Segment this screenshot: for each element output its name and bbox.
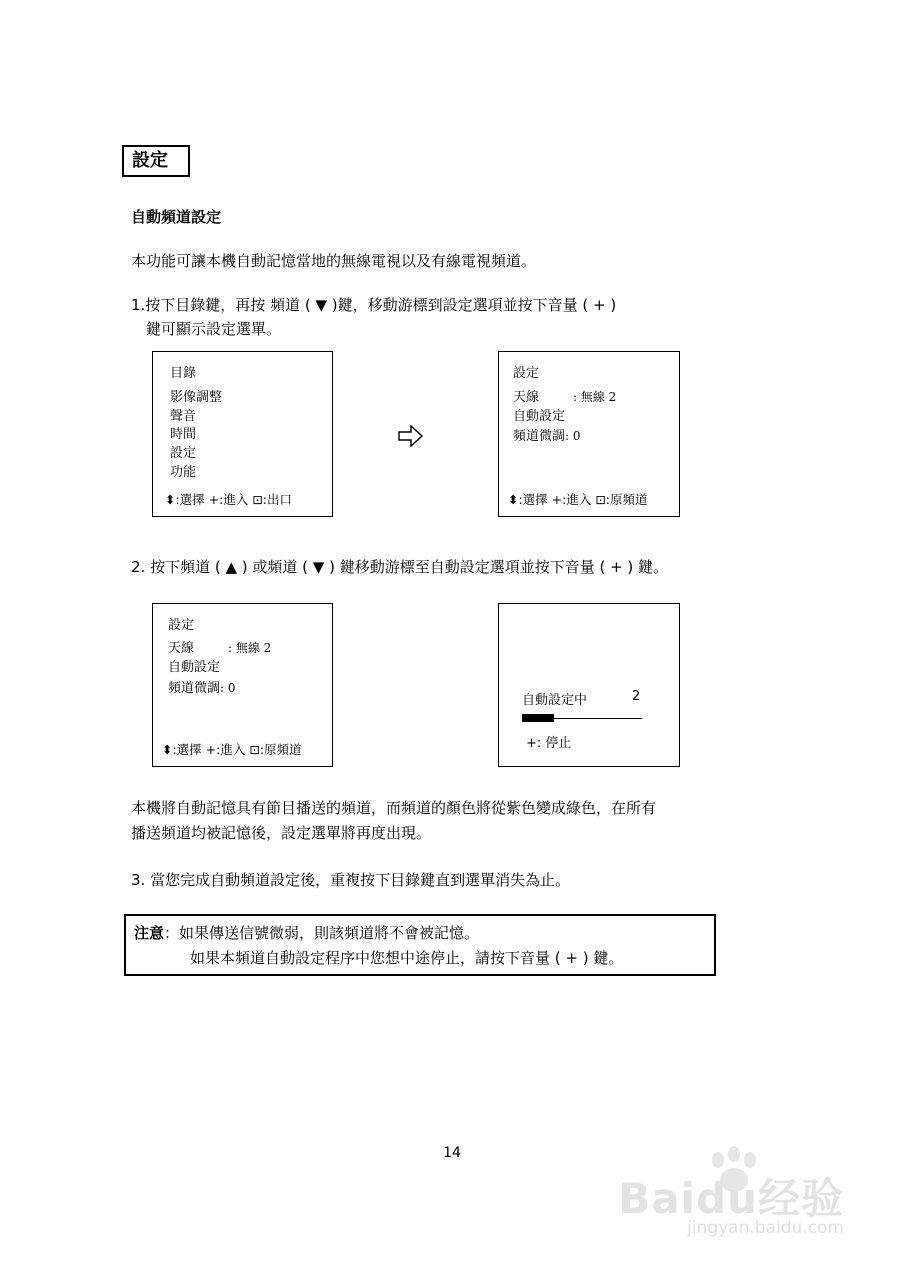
menu-item: 設定 [170, 446, 197, 461]
note-label: 注意 [134, 924, 165, 942]
step1-line2: 鍵可顯示設定選單。 [146, 320, 282, 338]
intro-text: 本功能可讓本機自動記憶當地的無線電視以及有線電視頻道。 [131, 252, 537, 270]
heading: 自動頻道設定 [131, 208, 222, 226]
para2-line1: 本機將自動記憶具有節目播送的頻道，而頻道的顏色將從紫色變成綠色，在所有 [131, 799, 657, 817]
auto-setup-label: 自動設定中 [522, 693, 588, 708]
menu-screen-title: 目錄 [170, 366, 197, 381]
auto-setup-row: 自動設定 [168, 660, 221, 675]
antenna-value: : 無線 2 [573, 390, 617, 404]
page-number: 14 [443, 1145, 461, 1161]
antenna-value: : 無線 2 [228, 641, 272, 655]
step1-line1: 1.按下目錄鍵，再按 頻道 ( ▼ )鍵，移動游標到設定選項並按下音量 ( + ) [131, 296, 617, 314]
auto-setup-row: 自動設定 [513, 409, 566, 424]
fine-tune-value: : 0 [220, 681, 236, 695]
antenna-row [168, 637, 271, 656]
settings-screen-title: 設定 [513, 366, 540, 381]
hollow-right-arrow-icon [398, 425, 424, 451]
note-text1: ：如果傳送信號微弱，則該頻道將不會被記憶。 [164, 924, 480, 942]
auto-setup-channel: 2 [632, 689, 641, 704]
watermark-url: jingyan.baidu.com [687, 1218, 844, 1238]
auto-setup-progress-screen [498, 603, 680, 767]
settings-screen-2 [152, 603, 333, 767]
section-title: 設定 [122, 145, 190, 177]
progress-fill [522, 714, 554, 722]
fine-tune-row [513, 425, 581, 444]
note-line2: 如果本頻道自動設定程序中您想中途停止，請按下音量 ( + ) 鍵。 [190, 949, 624, 967]
menu-item: 功能 [170, 465, 197, 480]
step3-text: 3. 當您完成自動頻道設定後，重複按下目錄鍵直到選單消失為止。 [131, 871, 571, 889]
settings-screen-title: 設定 [168, 618, 195, 633]
settings-screen-footer: ⬍:選擇 +:進入 ⊡:原頻道 [508, 492, 648, 507]
note-line1 [134, 922, 479, 943]
settings-screen-footer: ⬍:選擇 +:進入 ⊡:原頻道 [162, 742, 302, 757]
fine-tune-value: : 0 [565, 429, 581, 443]
antenna-row [513, 386, 616, 405]
fine-tune-label: 頻道微調 [168, 681, 221, 696]
menu-item: 影像調整 [170, 390, 223, 405]
stop-hint: +: 停止 [526, 736, 572, 751]
note-box [124, 914, 716, 976]
step2-text: 2. 按下頻道 ( ▲ ) 或頻道 ( ▼ ) 鍵移動游標至自動設定選項並按下音量 ( + ) 鍵。 [131, 558, 669, 576]
para2-line2: 播送頻道均被記憶後，設定選單將再度出現。 [131, 824, 432, 842]
menu-item: 聲音 [170, 409, 197, 424]
menu-screen [152, 351, 333, 517]
menu-item: 時間 [170, 427, 197, 442]
antenna-label: 天線 [168, 641, 195, 656]
fine-tune-row [168, 677, 236, 696]
menu-screen-footer: ⬍:選擇 +:進入 ⊡:出口 [165, 492, 293, 507]
antenna-label: 天線 [513, 390, 540, 405]
fine-tune-label: 頻道微調 [513, 429, 566, 444]
watermark-logo: Baidu经验 [618, 1174, 844, 1223]
settings-screen [498, 351, 680, 517]
